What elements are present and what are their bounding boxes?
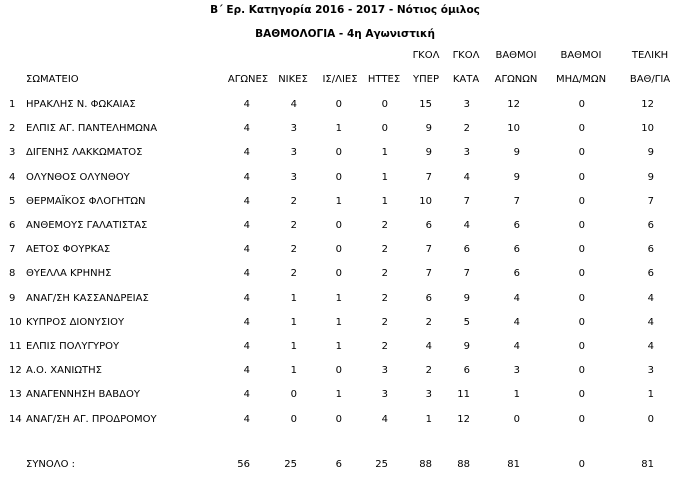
row-0-col-2: 0 bbox=[335, 99, 342, 110]
row-9-col-3: 2 bbox=[381, 317, 388, 328]
row-1-col-8: 10 bbox=[641, 123, 654, 134]
row-6-col-6: 6 bbox=[513, 244, 520, 255]
row-3-col-1: 3 bbox=[290, 172, 297, 183]
row-9-col-2: 1 bbox=[335, 317, 342, 328]
totals-col-2: 6 bbox=[335, 459, 342, 470]
row-9-col-1: 1 bbox=[290, 317, 297, 328]
row-12-col-2: 1 bbox=[335, 389, 342, 400]
totals-label: ΣΥΝΟΛΟ : bbox=[26, 459, 76, 470]
row-12-col-4: 3 bbox=[425, 389, 432, 400]
row-2-team: ΔΙΓΕΝΗΣ ΛΑΚΚΩΜΑΤΟΣ bbox=[26, 147, 143, 158]
totals-col-3: 25 bbox=[375, 459, 388, 470]
row-10-col-5: 9 bbox=[463, 341, 470, 352]
row-12-col-1: 0 bbox=[290, 389, 297, 400]
row-3-col-5: 4 bbox=[463, 172, 470, 183]
row-11-col-2: 0 bbox=[335, 365, 342, 376]
row-4-col-3: 1 bbox=[381, 196, 388, 207]
row-11-col-7: 0 bbox=[578, 365, 585, 376]
row-6-col-5: 6 bbox=[463, 244, 470, 255]
row-0-col-3: 0 bbox=[381, 99, 388, 110]
row-13-col-1: 0 bbox=[290, 414, 297, 425]
row-5-col-7: 0 bbox=[578, 220, 585, 231]
row-0-col-7: 0 bbox=[578, 99, 585, 110]
row-9-team: ΚΥΠΡΟΣ ΔΙΟΝΥΣΙΟΥ bbox=[26, 317, 125, 328]
row-11-team: Α.Ο. ΧΑΝΙΩΤΗΣ bbox=[26, 365, 102, 376]
header-col-4-line1: ΓΚΟΛ bbox=[412, 50, 440, 61]
header-col-6-line1: ΒΑΘΜΟΙ bbox=[495, 50, 537, 61]
totals-col-0: 56 bbox=[237, 459, 250, 470]
header-col-3-line2: ΗΤΤΕΣ bbox=[367, 74, 401, 85]
row-4-col-7: 0 bbox=[578, 196, 585, 207]
row-10-col-6: 4 bbox=[513, 341, 520, 352]
row-6-col-4: 7 bbox=[425, 244, 432, 255]
row-3-col-4: 7 bbox=[425, 172, 432, 183]
row-7-col-8: 6 bbox=[647, 268, 654, 279]
row-0-col-0: 4 bbox=[243, 99, 250, 110]
row-7-col-0: 4 bbox=[243, 268, 250, 279]
row-13-col-5: 12 bbox=[457, 414, 470, 425]
row-0-col-5: 3 bbox=[463, 99, 470, 110]
row-1-col-0: 4 bbox=[243, 123, 250, 134]
row-12-col-0: 4 bbox=[243, 389, 250, 400]
row-1-position: 2 bbox=[9, 123, 16, 134]
header-col-2-line2: ΙΣ/ΛΙΕΣ bbox=[322, 74, 358, 85]
row-10-col-4: 4 bbox=[425, 341, 432, 352]
row-10-col-0: 4 bbox=[243, 341, 250, 352]
row-13-position: 14 bbox=[9, 414, 22, 425]
row-8-position: 9 bbox=[9, 293, 16, 304]
row-7-col-3: 2 bbox=[381, 268, 388, 279]
row-8-team: ΑΝΑΓ/ΣΗ ΚΑΣΣΑΝΔΡΕΙΑΣ bbox=[26, 293, 149, 304]
row-4-col-2: 1 bbox=[335, 196, 342, 207]
row-2-col-8: 9 bbox=[647, 147, 654, 158]
row-8-col-0: 4 bbox=[243, 293, 250, 304]
header-col-7-line2: ΜΗΔ/ΜΩΝ bbox=[555, 74, 607, 85]
row-7-col-1: 2 bbox=[290, 268, 297, 279]
row-13-col-7: 0 bbox=[578, 414, 585, 425]
row-1-col-4: 9 bbox=[425, 123, 432, 134]
row-9-col-8: 4 bbox=[647, 317, 654, 328]
row-8-col-1: 1 bbox=[290, 293, 297, 304]
row-12-col-3: 3 bbox=[381, 389, 388, 400]
row-2-position: 3 bbox=[9, 147, 16, 158]
row-7-position: 8 bbox=[9, 268, 16, 279]
row-4-col-4: 10 bbox=[419, 196, 432, 207]
row-3-col-0: 4 bbox=[243, 172, 250, 183]
row-0-position: 1 bbox=[9, 99, 16, 110]
row-5-position: 6 bbox=[9, 220, 16, 231]
row-11-col-8: 3 bbox=[647, 365, 654, 376]
row-4-position: 5 bbox=[9, 196, 16, 207]
row-7-col-2: 0 bbox=[335, 268, 342, 279]
row-6-col-8: 6 bbox=[647, 244, 654, 255]
row-1-col-1: 3 bbox=[290, 123, 297, 134]
totals-col-1: 25 bbox=[284, 459, 297, 470]
row-0-team: ΗΡΑΚΛΗΣ Ν. ΦΩΚΑΙΑΣ bbox=[26, 99, 136, 110]
row-11-position: 12 bbox=[9, 365, 22, 376]
row-3-col-3: 1 bbox=[381, 172, 388, 183]
row-12-position: 13 bbox=[9, 389, 22, 400]
row-12-col-6: 1 bbox=[513, 389, 520, 400]
row-8-col-8: 4 bbox=[647, 293, 654, 304]
row-4-col-8: 7 bbox=[647, 196, 654, 207]
row-4-col-6: 7 bbox=[513, 196, 520, 207]
totals-col-8: 81 bbox=[641, 459, 654, 470]
row-6-col-2: 0 bbox=[335, 244, 342, 255]
row-9-col-7: 0 bbox=[578, 317, 585, 328]
row-12-team: ΑΝΑΓΕΝΝΗΣΗ ΒΑΒΔΟΥ bbox=[26, 389, 140, 400]
row-1-col-5: 2 bbox=[463, 123, 470, 134]
row-1-team: ΕΛΠΙΣ ΑΓ. ΠΑΝΤΕΛΗΜΩΝΑ bbox=[26, 123, 158, 134]
header-team: ΣΩΜΑΤΕΙΟ bbox=[26, 74, 79, 85]
header-col-8-line1: ΤΕΛΙΚΗ bbox=[631, 50, 669, 61]
row-4-col-5: 7 bbox=[463, 196, 470, 207]
row-5-col-8: 6 bbox=[647, 220, 654, 231]
row-13-col-4: 1 bbox=[425, 414, 432, 425]
page-title: Β΄ Ερ. Κατηγορία 2016 - 2017 - Νότιος όμιλος bbox=[210, 4, 480, 16]
row-9-col-0: 4 bbox=[243, 317, 250, 328]
row-12-col-5: 11 bbox=[457, 389, 470, 400]
row-1-col-7: 0 bbox=[578, 123, 585, 134]
header-col-5-line2: ΚΑΤΑ bbox=[452, 74, 480, 85]
row-5-col-0: 4 bbox=[243, 220, 250, 231]
row-5-team: ΑΝΘΕΜΟΥΣ ΓΑΛΑΤΙΣΤΑΣ bbox=[26, 220, 148, 231]
row-2-col-4: 9 bbox=[425, 147, 432, 158]
row-2-col-3: 1 bbox=[381, 147, 388, 158]
row-3-col-8: 9 bbox=[647, 172, 654, 183]
row-10-col-3: 2 bbox=[381, 341, 388, 352]
row-12-col-7: 0 bbox=[578, 389, 585, 400]
row-8-col-4: 6 bbox=[425, 293, 432, 304]
row-1-col-3: 0 bbox=[381, 123, 388, 134]
totals-col-6: 81 bbox=[507, 459, 520, 470]
row-8-col-6: 4 bbox=[513, 293, 520, 304]
row-6-position: 7 bbox=[9, 244, 16, 255]
row-8-col-3: 2 bbox=[381, 293, 388, 304]
row-5-col-3: 2 bbox=[381, 220, 388, 231]
row-4-col-1: 2 bbox=[290, 196, 297, 207]
row-4-team: ΘΕΡΜΑΪΚΟΣ ΦΛΟΓΗΤΩΝ bbox=[26, 196, 146, 207]
row-9-col-6: 4 bbox=[513, 317, 520, 328]
row-2-col-7: 0 bbox=[578, 147, 585, 158]
row-13-team: ΑΝΑΓ/ΣΗ ΑΓ. ΠΡΟΔΡΟΜΟΥ bbox=[26, 414, 157, 425]
header-col-6-line2: ΑΓΩΝΩΝ bbox=[494, 74, 538, 85]
row-7-team: ΘΥΕΛΛΑ ΚΡΗΝΗΣ bbox=[26, 268, 112, 279]
row-2-col-2: 0 bbox=[335, 147, 342, 158]
row-13-col-2: 0 bbox=[335, 414, 342, 425]
totals-col-5: 88 bbox=[457, 459, 470, 470]
row-10-team: ΕΛΠΙΣ ΠΟΛΥΓΥΡΟΥ bbox=[26, 341, 120, 352]
header-col-5-line1: ΓΚΟΛ bbox=[452, 50, 480, 61]
row-10-position: 11 bbox=[9, 341, 22, 352]
row-9-col-4: 2 bbox=[425, 317, 432, 328]
row-0-col-6: 12 bbox=[507, 99, 520, 110]
row-0-col-4: 15 bbox=[419, 99, 432, 110]
row-7-col-7: 0 bbox=[578, 268, 585, 279]
row-5-col-2: 0 bbox=[335, 220, 342, 231]
row-10-col-2: 1 bbox=[335, 341, 342, 352]
row-6-col-3: 2 bbox=[381, 244, 388, 255]
row-2-col-0: 4 bbox=[243, 147, 250, 158]
row-3-col-2: 0 bbox=[335, 172, 342, 183]
row-10-col-1: 1 bbox=[290, 341, 297, 352]
row-11-col-4: 2 bbox=[425, 365, 432, 376]
row-5-col-1: 2 bbox=[290, 220, 297, 231]
row-3-col-6: 9 bbox=[513, 172, 520, 183]
row-0-col-1: 4 bbox=[290, 99, 297, 110]
header-col-7-line1: ΒΑΘΜΟΙ bbox=[560, 50, 602, 61]
row-13-col-0: 4 bbox=[243, 414, 250, 425]
row-8-col-2: 1 bbox=[335, 293, 342, 304]
row-11-col-5: 6 bbox=[463, 365, 470, 376]
row-10-col-8: 4 bbox=[647, 341, 654, 352]
row-4-col-0: 4 bbox=[243, 196, 250, 207]
row-0-col-8: 12 bbox=[641, 99, 654, 110]
row-8-col-5: 9 bbox=[463, 293, 470, 304]
row-6-col-0: 4 bbox=[243, 244, 250, 255]
header-col-8-line2: ΒΑΘ/ΓΙΑ bbox=[629, 74, 671, 85]
row-7-col-5: 7 bbox=[463, 268, 470, 279]
row-3-team: ΟΛΥΝΘΟΣ ΟΛΥΝΘΟΥ bbox=[26, 172, 130, 183]
row-11-col-1: 1 bbox=[290, 365, 297, 376]
row-1-col-6: 10 bbox=[507, 123, 520, 134]
row-2-col-1: 3 bbox=[290, 147, 297, 158]
row-3-col-7: 0 bbox=[578, 172, 585, 183]
row-5-col-5: 4 bbox=[463, 220, 470, 231]
row-9-col-5: 5 bbox=[463, 317, 470, 328]
header-col-0-line2: ΑΓΩΝΕΣ bbox=[227, 74, 269, 85]
row-6-team: ΑΕΤΟΣ ΦΟΥΡΚΑΣ bbox=[26, 244, 111, 255]
row-12-col-8: 1 bbox=[647, 389, 654, 400]
row-3-position: 4 bbox=[9, 172, 16, 183]
row-13-col-6: 0 bbox=[513, 414, 520, 425]
row-11-col-0: 4 bbox=[243, 365, 250, 376]
row-6-col-1: 2 bbox=[290, 244, 297, 255]
row-7-col-6: 6 bbox=[513, 268, 520, 279]
totals-col-4: 88 bbox=[419, 459, 432, 470]
row-5-col-4: 6 bbox=[425, 220, 432, 231]
row-11-col-6: 3 bbox=[513, 365, 520, 376]
row-1-col-2: 1 bbox=[335, 123, 342, 134]
row-13-col-3: 4 bbox=[381, 414, 388, 425]
header-col-1-line2: ΝΙΚΕΣ bbox=[278, 74, 308, 85]
row-10-col-7: 0 bbox=[578, 341, 585, 352]
page-subtitle: ΒΑΘΜΟΛΟΓΙΑ - 4η Αγωνιστική bbox=[255, 28, 435, 40]
row-2-col-5: 3 bbox=[463, 147, 470, 158]
row-9-position: 10 bbox=[9, 317, 22, 328]
totals-col-7: 0 bbox=[578, 459, 585, 470]
row-5-col-6: 6 bbox=[513, 220, 520, 231]
row-2-col-6: 9 bbox=[513, 147, 520, 158]
row-11-col-3: 3 bbox=[381, 365, 388, 376]
row-7-col-4: 7 bbox=[425, 268, 432, 279]
row-8-col-7: 0 bbox=[578, 293, 585, 304]
row-13-col-8: 0 bbox=[647, 414, 654, 425]
row-6-col-7: 0 bbox=[578, 244, 585, 255]
header-col-4-line2: ΥΠΕΡ bbox=[413, 74, 439, 85]
